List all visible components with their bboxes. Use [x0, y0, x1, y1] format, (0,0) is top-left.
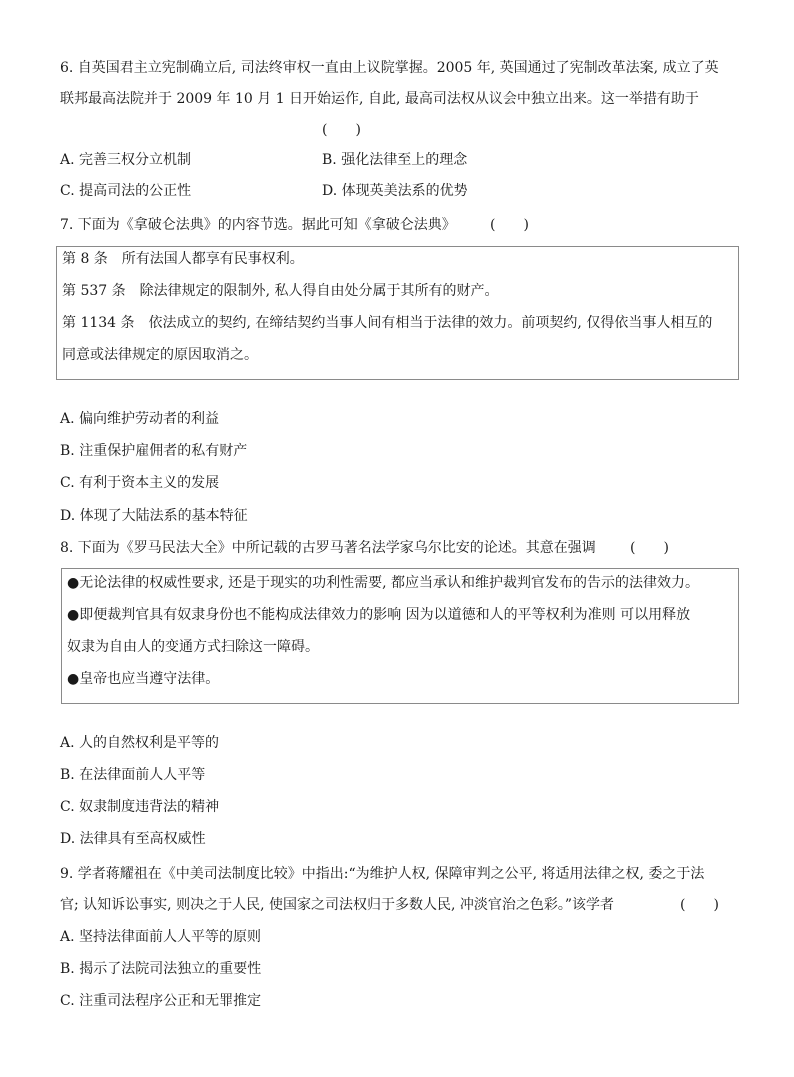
q9-option-a: A. 坚持法律面前人人平等的原则	[60, 929, 262, 945]
q9-option-c: C. 注重司法程序公正和无罪推定	[60, 993, 262, 1009]
q7-stem: 7. 下面为《拿破仑法典》的内容节选。据此可知《拿破仑法典》	[60, 217, 456, 233]
q9-option-b: B. 揭示了法院司法独立的重要性	[60, 961, 262, 977]
q8-excerpt-line-2: ●即便裁判官具有奴隶身份也不能构成法律效力的影响 因为以道德和人的平等权利为准则 可以用释放	[67, 607, 691, 623]
q9-stem-line-2: 官; 认知诉讼事实, 则决之于人民, 使国家之司法权归于多数人民, 冲淡官治之色彩。”该学者	[60, 897, 615, 913]
q7-excerpt-line-4: 同意或法律规定的原因取消之。	[62, 347, 258, 363]
q7-option-a: A. 偏向维护劳动者的利益	[60, 411, 220, 427]
q7-answer-paren: ( )	[490, 217, 529, 233]
q8-excerpt-line-3: 奴隶为自由人的变通方式扫除这一障碍。	[67, 639, 319, 655]
q8-option-c: C. 奴隶制度违背法的精神	[60, 799, 220, 815]
q6-stem-line-2: 联邦最高法院并于 2009 年 10 月 1 日开始运作, 自此, 最高司法权从议会中独立出来。这一举措有助于	[60, 91, 699, 107]
q7-option-d: D. 体现了大陆法系的基本特征	[60, 508, 248, 524]
q8-answer-paren: ( )	[630, 540, 669, 556]
q8-option-a: A. 人的自然权利是平等的	[60, 735, 220, 751]
q6-option-c: C. 提高司法的公正性	[60, 183, 192, 199]
q8-stem: 8. 下面为《罗马民法大全》中所记载的古罗马著名法学家乌尔比安的论述。其意在强调	[60, 540, 596, 556]
q8-excerpt-line-4: ●皇帝也应当遵守法律。	[67, 671, 220, 687]
q8-option-d: D. 法律具有至高权威性	[60, 831, 206, 847]
q7-excerpt-line-3: 第 1134 条 依法成立的契约, 在缔结契约当事人间有相当于法律的效力。前项契约, 仅得依当事人相互的	[62, 315, 713, 331]
q9-stem-line-1: 9. 学者蒋耀祖在《中美司法制度比较》中指出:“为维护人权, 保障审判之公平, 将适用法律之权, 委之于法	[60, 866, 705, 882]
q6-answer-paren: ( )	[322, 122, 361, 138]
q6-option-d: D. 体现英美法系的优势	[322, 183, 468, 199]
q7-excerpt-line-2: 第 537 条 除法律规定的限制外, 私人得自由处分属于其所有的财产。	[62, 283, 499, 299]
q6-option-b: B. 强化法律至上的理念	[322, 152, 468, 168]
q7-option-c: C. 有利于资本主义的发展	[60, 475, 220, 491]
q8-excerpt-box	[61, 568, 739, 704]
q7-option-b: B. 注重保护雇佣者的私有财产	[60, 443, 248, 459]
q6-option-a: A. 完善三权分立机制	[60, 152, 192, 168]
q7-excerpt-line-1: 第 8 条 所有法国人都享有民事权利。	[62, 251, 304, 267]
q6-stem-line-1: 6. 自英国君主立宪制确立后, 司法终审权一直由上议院掌握。2005 年, 英国通过了宪制改革法案, 成立了英	[60, 60, 719, 76]
q9-answer-paren: ( )	[680, 897, 719, 913]
q8-excerpt-line-1: ●无论法律的权威性要求, 还是于现实的功利性需要, 都应当承认和维护裁判官发布的告示的法律效力。	[67, 575, 700, 591]
q8-option-b: B. 在法律面前人人平等	[60, 767, 206, 783]
q7-excerpt-box	[56, 246, 739, 380]
